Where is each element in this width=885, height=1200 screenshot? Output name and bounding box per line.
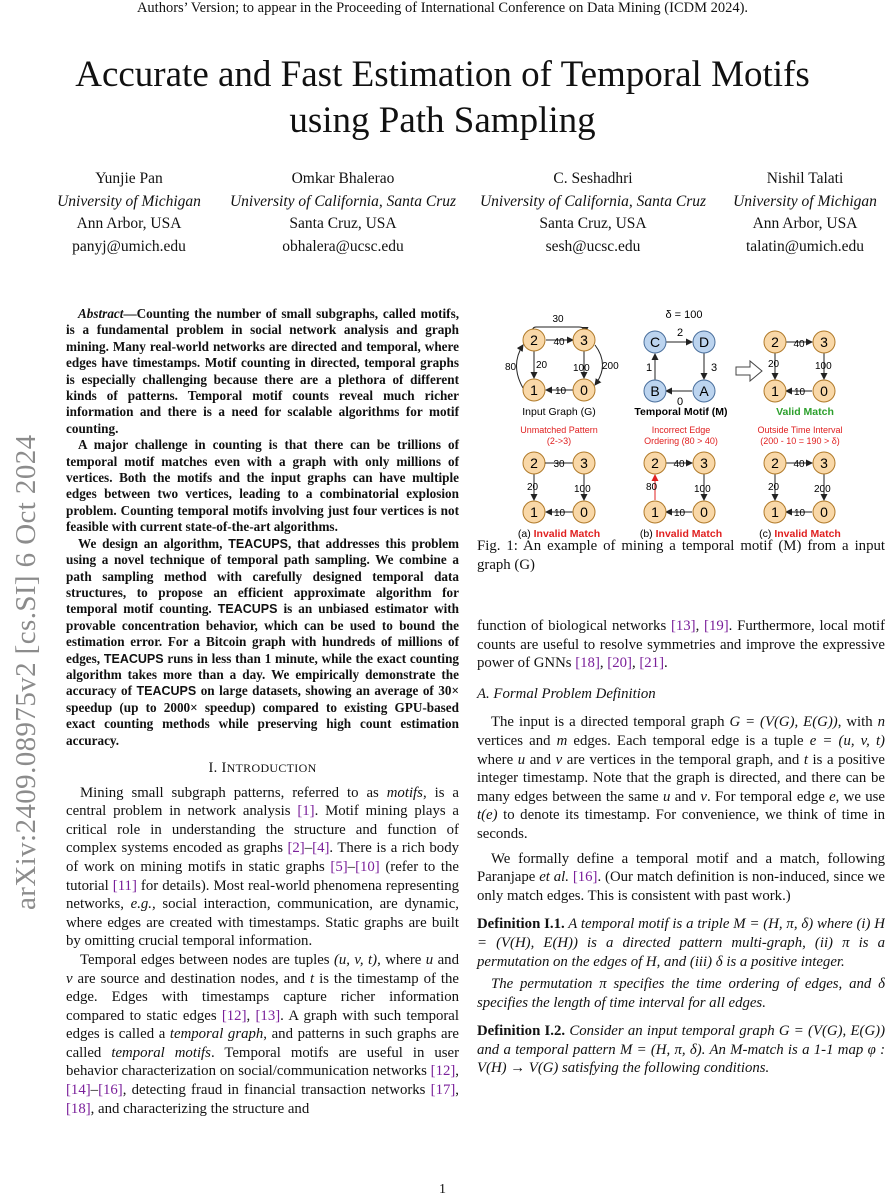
citation-link[interactable]: [1]: [297, 803, 315, 820]
edge-label: 40: [793, 339, 805, 350]
definition-label: Definition I.2.: [477, 1023, 566, 1040]
abstract: [66, 306, 459, 749]
node-label: 3: [820, 455, 828, 471]
author-block-2: [218, 168, 468, 258]
temporal-motif: [634, 327, 727, 418]
author-name: Yunjie Pan: [95, 170, 163, 187]
author-location: Ann Arbor, USA: [752, 215, 858, 232]
definition-1: Definition I.1. A temporal motif is a triple M = (H, π, δ) where (i) H = (V(H), E(H)) is a directed pattern multi-graph, (ii) π is a permutation on the edges of H, and (iii) δ is a positive integer.: [477, 916, 885, 970]
node-label: 0: [580, 504, 588, 520]
arxiv-identifier: arXiv:2409.08975v2 [cs.SI] 6 Oct 2024: [10, 434, 42, 910]
figure-1-svg: [500, 305, 870, 543]
author-email: panyj@umich.edu: [72, 237, 186, 255]
edge-label: 20: [536, 360, 548, 371]
author-affiliation: University of California, Santa Cruz: [479, 192, 707, 210]
author-name: C. Seshadhri: [553, 170, 633, 187]
reason-line: Incorrect Edge: [651, 425, 711, 435]
edge-label: 20: [768, 482, 780, 493]
title-line-2: using Path Sampling: [289, 100, 596, 141]
definition-1-note: The permutation π specifies the time ordering of edges, and δ specifies the length of time interval for all edges.: [477, 976, 885, 1011]
edge-label: 1: [646, 362, 653, 374]
author-location: Santa Cruz, USA: [289, 215, 397, 232]
reason-line: Outside Time Interval: [757, 425, 843, 435]
node-label: 2: [530, 455, 538, 471]
subfigure-caption-c: (c) Invalid Match: [759, 528, 841, 540]
abstract-text-2: A major challenge in counting is that there can be trillions of temporal motif matches even with a graph with only millions of vertices. Both the motifs and the input graphs can have multiple edges between two vertices, leading to a combinatorial explosion problem. Counting temporal motifs involving just four vertices is not feasible with current state-of-the-art algorithms.: [66, 437, 459, 535]
subfigure-caption-a: (a) Invalid Match: [517, 528, 601, 540]
node-label: 0: [820, 383, 828, 399]
citation-link[interactable]: [4]: [312, 840, 330, 857]
abstract-text-3b: , that addresses this problem using a novel technique of temporal path sampling. We combine a path sampling method with carefully designed temporal data structures, to propose an efficient approximate algorithm for temporal motif counting.: [66, 535, 459, 617]
author-name: Omkar Bhalerao: [291, 170, 395, 187]
citation-link[interactable]: [5]: [330, 858, 348, 875]
citation-link[interactable]: [16]: [572, 869, 598, 886]
edge-label: 10: [794, 508, 806, 519]
citation-link[interactable]: [14]: [66, 1082, 91, 1099]
edge-label: 80: [646, 482, 658, 493]
temporal-motif-label: Temporal Motif (M): [634, 406, 728, 418]
edge-label: 10: [555, 386, 567, 397]
author-email: obhalera@ucsc.edu: [282, 237, 404, 255]
definition-2: Definition I.2. Consider an input temporal graph G = (V(G), E(G)) and a temporal pattern M = (H, π, δ). An M-match is a 1-1 map φ : V(H) → V(G) satisfying the following conditions.: [477, 1023, 885, 1077]
node-label: 3: [700, 455, 708, 471]
author-affiliation: University of Michigan: [733, 192, 877, 210]
subsection-heading: A. Formal Problem Definition: [477, 685, 656, 702]
node-label: 3: [580, 455, 588, 471]
edge-label: 30: [553, 459, 565, 470]
edge-label: 80: [505, 362, 517, 373]
citation-link[interactable]: [12]: [430, 1063, 456, 1080]
input-graph: [505, 314, 619, 418]
figure-caption: Fig. 1: An example of mining a temporal motif (M) from a input graph (G): [477, 538, 885, 573]
algo-name: TEACUPS: [136, 684, 197, 699]
citation-link[interactable]: [12]: [221, 1007, 247, 1024]
edge-label: 100: [573, 363, 590, 374]
edge-label: 100: [694, 484, 711, 495]
invalid-match-a: [518, 425, 600, 540]
node-label: 2: [530, 332, 538, 348]
citation-link[interactable]: [16]: [98, 1082, 123, 1099]
edge-label: 200: [602, 361, 619, 372]
author-name: Nishil Talati: [766, 170, 844, 187]
reason-line: Unmatched Pattern: [520, 425, 598, 435]
citation-link[interactable]: [19]: [704, 618, 729, 634]
algo-name: TEACUPS: [103, 651, 164, 666]
subfigure-caption-b: (b) Invalid Match: [639, 528, 723, 540]
author-affiliation: University of California, Santa Cruz: [229, 192, 457, 210]
node-label: B: [650, 383, 660, 399]
node-label: 0: [580, 382, 588, 398]
author-location: Santa Cruz, USA: [539, 215, 647, 232]
intro-paragraph-1: Mining small subgraph patterns, referred to as motifs, is a central problem in network analysis [1]. Motif mining plays a critical role in understanding the structure and function of complex systems encoded as graphs [2]–[4]. There is a rich body of work on mining motifs in static graphs [5]–[10] (refer to the tutorial [11] for details). Most real-world phenomena representing networks, e.g., social interaction, communication, are dynamic, where edges are created with timestamps. Static graphs are built by omitting crucial temporal information.: [66, 784, 459, 950]
input-graph-label: Input Graph (G): [522, 406, 596, 418]
edge-label: 20: [527, 482, 539, 493]
citation-link[interactable]: [10]: [355, 858, 380, 875]
edge-label: 200: [814, 484, 831, 495]
citation-link[interactable]: [13]: [255, 1007, 281, 1024]
valid-match-label: Valid Match: [776, 406, 834, 418]
abstract-text-3a: We design an algorithm,: [78, 535, 229, 551]
reason-line: (2->3): [546, 436, 572, 446]
node-label: 2: [771, 455, 779, 471]
abstract-text-3d: runs in less than 1 minute, while the exact counting algorithm takes more than a day. We empirically demonstrate the accuracy of: [66, 650, 459, 699]
definition-label: Definition I.1.: [477, 916, 565, 933]
abstract-label: Abstract: [78, 306, 124, 321]
citation-link[interactable]: [20]: [607, 655, 632, 672]
node-label: 1: [530, 382, 538, 398]
edge-label: 0: [676, 396, 684, 408]
node-label: 3: [820, 334, 828, 350]
edge-label: 40: [673, 459, 685, 470]
abstract-paragraph-3: [66, 536, 459, 749]
reason-line: Ordering (80 > 40): [644, 436, 718, 446]
mapping-arrow-icon: [736, 361, 762, 381]
author-email: sesh@ucsc.edu: [545, 237, 641, 255]
author-affiliation: University of Michigan: [57, 192, 201, 210]
citation-link[interactable]: [11]: [112, 877, 137, 894]
node-label: A: [699, 383, 709, 399]
input-paragraph: The input is a directed temporal graph G = (V(G), E(G)), with n vertices and m edges. Each temporal edge is a tuple e = (u, v, t) where u and v are vertices in the temporal graph, and t is a positive integer timestamp. Note that the graph is directed, and there can be many edges between the same u and v. For temporal edge e, we use t(e) to denote its timestamp. For convenience, we think of time in seconds.: [477, 714, 885, 842]
node-label: 2: [771, 334, 779, 350]
edge-label: 10: [674, 508, 686, 519]
author-block-4: [680, 168, 885, 258]
paper-title: [40, 52, 845, 144]
invalid-match-c: [757, 425, 842, 540]
node-label: 1: [651, 504, 659, 520]
edge-label: 30: [552, 314, 564, 325]
continued-paragraph: function of biological networks [13], [19]. Furthermore, local motif counts are useful to resolve symmetries and improve the expressive power of GNNs [18], [20], [21].: [477, 618, 885, 672]
edge-label: 10: [554, 508, 566, 519]
node-label: 0: [820, 504, 828, 520]
edge-label: 100: [815, 361, 832, 372]
author-location: Ann Arbor, USA: [76, 215, 182, 232]
node-label: 1: [771, 383, 779, 399]
citation-link[interactable]: [2]: [287, 840, 305, 857]
formal-paragraph: We formally define a temporal motif and a match, following Paranjape et al. [16]. (Our match definition is non-induced, since we only match edges. This is consistent with past work.): [477, 850, 885, 904]
page-number: 1: [439, 1182, 446, 1197]
section-heading-introduction: I. INTRODUCTION: [208, 759, 317, 776]
intro-paragraph-2: Temporal edges between nodes are tuples (u, v, t), where u and v are source and destination nodes, and t is the timestamp of the edge. Edges with timestamps capture richer information compared to static edges [12], [13]. A graph with such temporal edges is called a temporal graph, and patterns in such graphs are called temporal motifs. Temporal motifs are useful in user behavior characterization on social/communication networks [12], [14]–[16], detecting fraud in financial transaction networks [17], [18], and characterizing the structure and: [66, 951, 460, 1117]
edge-label: 40: [793, 459, 805, 470]
valid-match-graph: [764, 331, 835, 418]
node-label: 1: [530, 504, 538, 520]
algo-name: TEACUPS: [228, 536, 288, 551]
node-label: C: [649, 334, 661, 350]
abstract-paragraph-1: [66, 306, 459, 437]
left-column: [66, 306, 459, 1118]
abstract-paragraph-2: [66, 437, 459, 535]
algo-name: TEACUPS: [217, 602, 278, 617]
title-line-1: Accurate and Fast Estimation of Temporal Motifs: [75, 54, 810, 95]
figure-1: [500, 305, 870, 543]
node-label: 2: [651, 455, 659, 471]
edge-label: 100: [574, 484, 591, 495]
edge-label: 10: [794, 387, 806, 398]
delta-label: δ = 100: [665, 309, 703, 321]
edge-label: 3: [711, 362, 718, 374]
author-email: talatin@umich.edu: [745, 237, 864, 255]
author-block-1: [4, 168, 254, 258]
invalid-match-b: [640, 425, 722, 540]
edge-label: 40: [553, 337, 565, 348]
citation-link[interactable]: [13]: [670, 618, 696, 634]
right-column: [477, 617, 885, 1078]
edge-label: 2: [676, 327, 684, 339]
abstract-text-3e: on large datasets, showing an average of 30× speedup (up to 2000× speedup) compared to existing GPU-based exact counting methods while preserving high count estimation accuracy.: [66, 683, 459, 748]
node-label: 3: [580, 332, 588, 348]
node-label: D: [698, 334, 710, 350]
citation-link[interactable]: [17]: [430, 1082, 456, 1099]
abstract-text-1: —Counting the number of small subgraphs, called motifs, is a fundamental problem in social network analysis and graph mining. Many real-world networks are directed and temporal, where edges have timestamps. Motif counting in directed, temporal graphs is especially challenging because there are a plethora of different kinds of patterns. Temporal motif counts reveal much richer information and there is a need for scalable algorithms for motif counting.: [66, 306, 459, 436]
citation-link[interactable]: [18]: [66, 1100, 91, 1117]
reason-line: (200 - 10 = 190 > δ): [760, 436, 840, 446]
node-label: 0: [700, 504, 708, 520]
citation-link[interactable]: [18]: [575, 655, 600, 672]
node-label: 1: [771, 504, 779, 520]
citation-link[interactable]: [21]: [639, 655, 664, 672]
header-note: Authors’ Version; to appear in the Proceeding of International Conference on Data Mining (ICDM 2024).: [136, 0, 749, 16]
abstract-text-3c: is an unbiased estimator with provable concentration behavior, which can be used to bound the estimation error. For a Bitcoin graph with hundreds of millions of edges,: [66, 601, 459, 666]
edge-label: 20: [768, 359, 780, 370]
